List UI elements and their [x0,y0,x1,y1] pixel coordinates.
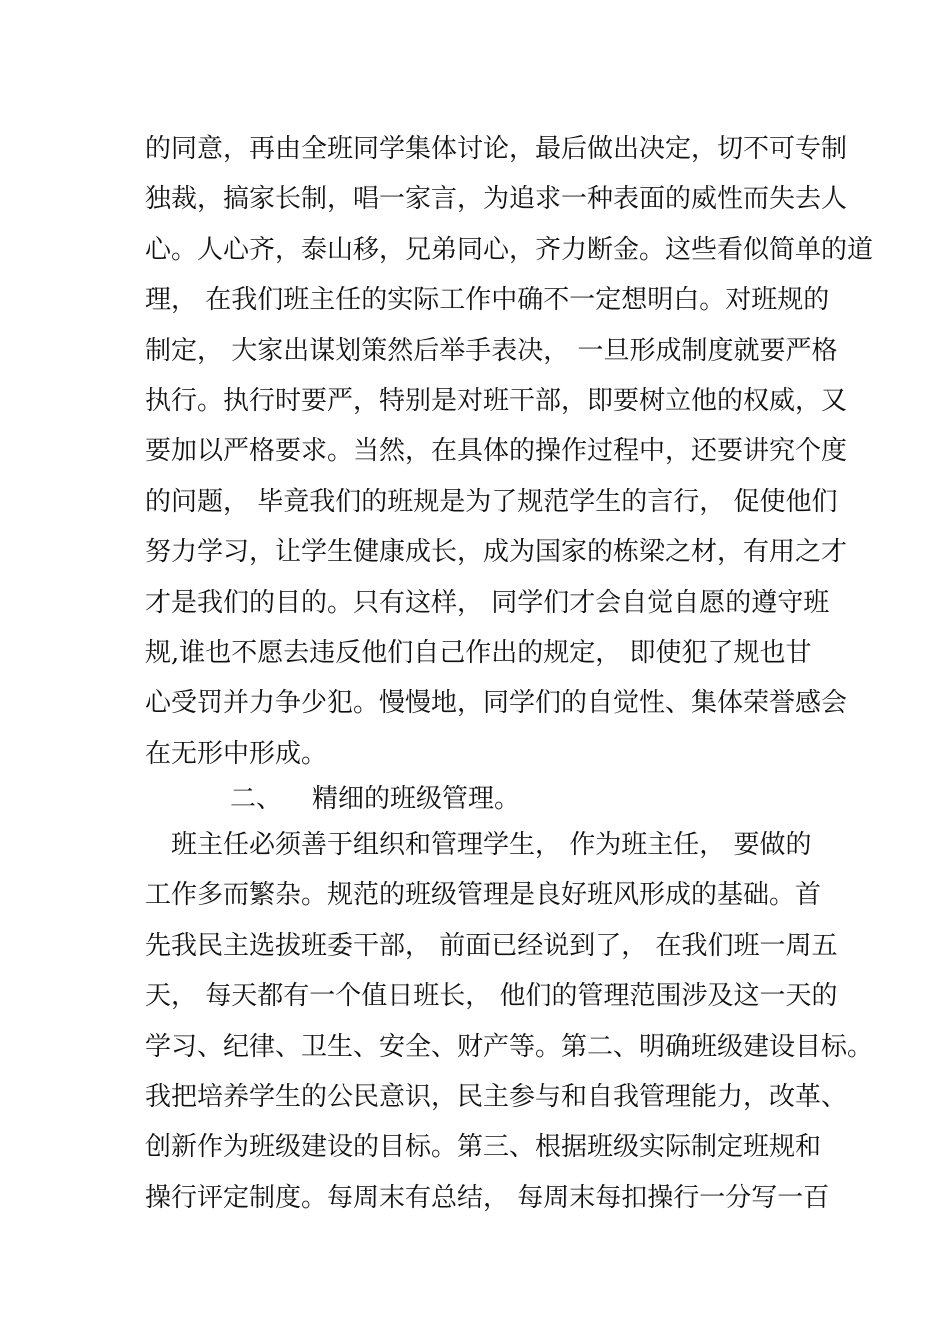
text-line: 独裁，搞家长制，唱一家言，为追求一种表面的威性而失去人 [145,184,848,215]
text-line: 学习、纪律、卫生、安全、财产等。第二、明确班级建设目标。 [145,1031,874,1062]
section-title: 精细的班级管理。 [312,784,521,814]
text-line: 执行。执行时要严，特别是对班干部，即要树立他的权威，又 [145,386,848,416]
text-line: 心受罚并力争少犯。慢慢地，同学们的自觉性、集体荣誉感会 [145,688,848,719]
text-line: 才是我们的目的。只有这样， 同学们才会自觉自愿的遵守班 [145,587,830,618]
text-line: 要加以严格要求。当然，在具体的操作过程中，还要讲究个度 [145,436,848,467]
text-line: 工作多而繁杂。规范的班级管理是良好班风形成的基础。首 [145,880,822,911]
text-line: 操行评定制度。每周末有总结， 每周末每扣操行一分写一百 [145,1182,830,1213]
text-line: 制定， 大家出谋划策然后举手表决， 一旦形成制度就要严格 [145,335,838,366]
text-line: 天， 每天都有一个值日班长， 他们的管理范围涉及这一天的 [145,981,838,1012]
text-line: 班主任必须善于组织和管理学生， 作为班主任， 要做的 [145,830,812,860]
text-line: 心。人心齐，泰山移，兄弟同心，齐力断金。这些看似简单的道 [145,234,874,265]
section-number: 二、 [230,784,283,814]
text-line: 规,谁也不愿去违反他们自己作出的规定， 即使犯了规也甘 [145,638,812,668]
text-line: 的同意，再由全班同学集体讨论，最后做出决定，切不可专制 [145,134,848,164]
text-line: 的问题， 毕竟我们的班规是为了规范学生的言行， 促使他们 [145,486,838,517]
text-line: 理， 在我们班主任的实际工作中确不一定想明白。对班规的 [145,285,830,316]
text-line: 努力学习，让学生健康成长，成为国家的栋梁之材，有用之才 [145,537,848,568]
text-line: 我把培养学生的公民意识，民主参与和自我管理能力，改革、 [145,1082,848,1112]
section-heading [230,784,520,814]
text-line: 在无形中形成。 [145,738,328,769]
text-line: 先我民主选拔班委干部， 前面已经说到了， 在我们班一周五 [145,930,838,961]
text-line: 创新作为班级建设的目标。第三、根据班级实际制定班规和 [145,1132,822,1163]
